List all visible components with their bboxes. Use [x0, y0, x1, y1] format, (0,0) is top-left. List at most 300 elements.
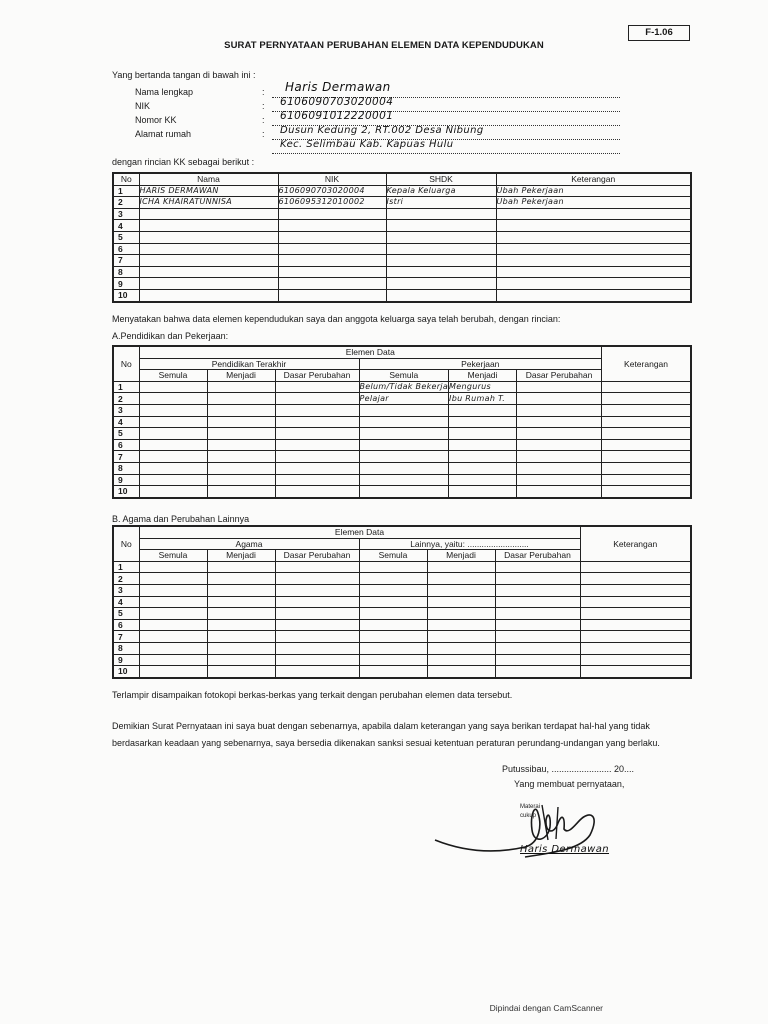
b-cell-agama-semula [139, 561, 207, 573]
a-cell-keterangan [602, 404, 691, 416]
b-cell-keterangan [580, 631, 691, 643]
a-cell-no: 1 [113, 381, 139, 393]
section-a-row [113, 451, 691, 463]
b-cell-agama-menjadi [207, 666, 275, 678]
kk-cell-nama [139, 255, 278, 267]
demikian-line-1: Demikian Surat Pernyataan ini saya buat dengan sebenarnya, apabila dalam keterangan yang saya berikan terdapat hal-hal yang tidak [112, 721, 650, 731]
a-sub-menjadi-1: Menjadi [207, 370, 275, 382]
a-cell-pend-dasar [275, 474, 359, 486]
a-cell-pek-semula [359, 474, 449, 486]
kk-table-row [113, 266, 691, 278]
a-cell-pek-semula: Belum/Tidak Bekerja [359, 382, 449, 392]
materai-line-2: cukup [520, 813, 537, 819]
a-cell-pend-dasar [275, 404, 359, 416]
b-cell-agama-dasar [275, 642, 359, 654]
kk-cell-nik [278, 255, 386, 267]
b-cell-lain-menjadi [427, 642, 495, 654]
kk-cell-nik [278, 208, 386, 220]
a-cell-pek-semula [359, 486, 449, 498]
a-cell-pend-dasar [275, 416, 359, 428]
b-cell-agama-menjadi [207, 573, 275, 585]
b-cell-agama-dasar [275, 654, 359, 666]
kk-cell-keterangan [496, 208, 691, 220]
kk-cell-shdk [386, 289, 496, 301]
a-cell-pek-menjadi: Mengurus [449, 381, 517, 393]
kk-table-row [113, 255, 691, 267]
b-cell-lain-menjadi [427, 619, 495, 631]
b-cell-lain-semula [359, 584, 427, 596]
nama-value: Haris Dermawan [285, 80, 391, 94]
alamat-value-2: Kec. Selimbau Kab. Kapuas Hulu [280, 139, 454, 150]
b-cell-no: 6 [113, 619, 139, 631]
kk-cell-no: 10 [113, 289, 139, 301]
kk-table-row [113, 185, 691, 197]
kk-cell-shdk: Kepala Keluarga [386, 185, 496, 197]
a-cell-keterangan [602, 486, 691, 498]
a-cell-pek-semula: Pelajar [359, 393, 449, 405]
section-b-table [112, 525, 692, 679]
b-cell-agama-dasar [275, 561, 359, 573]
kk-cell-nik [278, 231, 386, 243]
kk-cell-nik [278, 289, 386, 301]
kk-cell-keterangan [496, 231, 691, 243]
b-cell-agama-menjadi [207, 584, 275, 596]
b-cell-lain-dasar [495, 584, 580, 596]
a-cell-no: 4 [113, 416, 139, 428]
b-cell-lain-menjadi [427, 596, 495, 608]
section-b-row [113, 642, 691, 654]
b-sub-semula-2: Semula [359, 550, 427, 562]
section-b-row [113, 608, 691, 620]
kk-cell-keterangan: Ubah Pekerjaan [496, 185, 691, 197]
a-cell-pek-menjadi: Ibu Rumah T. [449, 393, 517, 405]
kk-cell-shdk [386, 266, 496, 278]
a-cell-pend-dasar [275, 439, 359, 451]
b-cell-lain-dasar [495, 573, 580, 585]
kk-label: Nomor KK [135, 115, 177, 125]
b-cell-no: 3 [113, 584, 139, 596]
b-cell-keterangan [580, 573, 691, 585]
a-cell-pek-menjadi [449, 404, 517, 416]
kk-table-row [113, 220, 691, 232]
b-header-agama: Agama [139, 538, 359, 550]
a-sub-semula-2: Semula [359, 370, 449, 382]
b-cell-lain-dasar [495, 561, 580, 573]
kk-cell-nama [139, 266, 278, 278]
kk-cell-no: 2 [113, 197, 139, 209]
form-code: F-1.06 [628, 25, 690, 41]
alamat-label: Alamat rumah [135, 129, 192, 139]
b-cell-lain-menjadi [427, 561, 495, 573]
a-cell-pek-menjadi [449, 439, 517, 451]
kk-table-row [113, 231, 691, 243]
b-cell-lain-semula [359, 596, 427, 608]
a-cell-no: 6 [113, 439, 139, 451]
section-a-row [113, 462, 691, 474]
a-cell-keterangan [602, 416, 691, 428]
a-sub-dasar-2: Dasar Perubahan [517, 370, 602, 382]
a-header-pekerjaan: Pekerjaan [359, 358, 602, 370]
kk-table [112, 172, 692, 303]
a-cell-pend-menjadi [207, 393, 275, 405]
b-cell-agama-dasar [275, 666, 359, 678]
b-cell-agama-menjadi [207, 596, 275, 608]
a-cell-pend-semula [139, 428, 207, 440]
a-cell-keterangan [602, 474, 691, 486]
b-cell-keterangan [580, 608, 691, 620]
b-cell-agama-dasar [275, 631, 359, 643]
b-cell-agama-semula [139, 608, 207, 620]
a-cell-pend-menjadi [207, 428, 275, 440]
a-cell-pek-semula [359, 416, 449, 428]
b-cell-agama-menjadi [207, 654, 275, 666]
a-cell-pend-semula [139, 474, 207, 486]
a-cell-keterangan [602, 393, 691, 405]
a-cell-pend-menjadi [207, 451, 275, 463]
a-cell-no: 9 [113, 474, 139, 486]
signer-name: Haris Dermawan [520, 844, 610, 855]
kk-cell-shdk [386, 278, 496, 290]
a-cell-no: 10 [113, 486, 139, 498]
kk-cell-no: 1 [113, 185, 139, 197]
b-sub-menjadi-1: Menjadi [207, 550, 275, 562]
b-cell-lain-dasar [495, 596, 580, 608]
section-b-row [113, 584, 691, 596]
materai-line-1: Materai [520, 804, 541, 810]
b-cell-lain-dasar [495, 631, 580, 643]
b-cell-keterangan [580, 654, 691, 666]
b-cell-no: 9 [113, 654, 139, 666]
b-cell-agama-menjadi [207, 561, 275, 573]
kk-cell-nama [139, 220, 278, 232]
a-cell-pend-dasar [275, 381, 359, 393]
b-cell-keterangan [580, 584, 691, 596]
kk-cell-nama [139, 278, 278, 290]
a-header-elemen: Elemen Data [139, 346, 602, 358]
kk-cell-nama [139, 289, 278, 301]
menyatakan-text: Menyatakan bahwa data elemen kependudukan saya dan anggota keluarga saya telah berubah, dengan rincian: [112, 314, 561, 324]
kk-cell-keterangan: Ubah Pekerjaan [496, 197, 691, 209]
a-cell-pek-semula [359, 462, 449, 474]
kk-header-no: No [113, 173, 139, 185]
yang-membuat: Yang membuat pernyataan, [514, 779, 625, 789]
kk-cell-no: 5 [113, 231, 139, 243]
a-cell-pek-dasar [517, 439, 602, 451]
a-cell-pek-dasar [517, 381, 602, 393]
b-cell-agama-semula [139, 596, 207, 608]
b-cell-agama-dasar [275, 619, 359, 631]
kk-table-row [113, 278, 691, 290]
kk-cell-nama [139, 243, 278, 255]
b-cell-lain-semula [359, 642, 427, 654]
a-cell-pek-dasar [517, 486, 602, 498]
kk-cell-no: 8 [113, 266, 139, 278]
b-cell-lain-menjadi [427, 608, 495, 620]
a-cell-pek-dasar [517, 462, 602, 474]
kk-table-row [113, 208, 691, 220]
a-cell-pek-menjadi [449, 451, 517, 463]
kk-header-keterangan: Keterangan [496, 173, 691, 185]
a-cell-no: 5 [113, 428, 139, 440]
kk-cell-no: 7 [113, 255, 139, 267]
kk-cell-keterangan [496, 220, 691, 232]
b-cell-agama-menjadi [207, 642, 275, 654]
a-header-no: No [113, 346, 139, 381]
alamat-dotline-2 [272, 153, 620, 154]
kk-cell-no: 6 [113, 243, 139, 255]
alamat-colon: : [262, 129, 265, 139]
b-cell-agama-dasar [275, 573, 359, 585]
a-cell-pend-dasar [275, 462, 359, 474]
a-cell-pek-menjadi [449, 462, 517, 474]
a-cell-pend-semula [139, 439, 207, 451]
a-cell-pek-menjadi [449, 416, 517, 428]
b-cell-lain-dasar [495, 619, 580, 631]
b-cell-keterangan [580, 666, 691, 678]
b-cell-lain-dasar [495, 654, 580, 666]
section-a-row [113, 393, 691, 405]
place-date: Putussibau, ........................ 20.... [502, 764, 635, 774]
b-cell-agama-semula [139, 642, 207, 654]
kk-cell-no: 3 [113, 208, 139, 220]
a-cell-pend-menjadi [207, 474, 275, 486]
b-cell-agama-semula [139, 654, 207, 666]
kk-cell-nik [278, 243, 386, 255]
b-cell-lain-menjadi [427, 631, 495, 643]
kk-cell-shdk: Istri [386, 197, 496, 209]
section-a-table [112, 345, 692, 499]
b-cell-agama-semula [139, 573, 207, 585]
section-a-title: A.Pendidikan dan Pekerjaan: [112, 331, 229, 341]
section-a-row [113, 404, 691, 416]
kk-cell-keterangan [496, 243, 691, 255]
a-cell-pend-menjadi [207, 416, 275, 428]
b-cell-agama-dasar [275, 596, 359, 608]
kk-cell-shdk [386, 231, 496, 243]
kk-cell-nik [278, 220, 386, 232]
a-cell-pek-dasar [517, 428, 602, 440]
b-cell-agama-semula [139, 584, 207, 596]
b-cell-no: 1 [113, 561, 139, 573]
a-cell-pend-semula [139, 451, 207, 463]
kk-table-row [113, 197, 691, 209]
a-cell-pek-menjadi [449, 428, 517, 440]
kk-cell-nik: 6106090703020004 [278, 185, 386, 197]
a-cell-pek-dasar [517, 404, 602, 416]
section-a-row [113, 439, 691, 451]
a-cell-no: 7 [113, 451, 139, 463]
kk-cell-no: 9 [113, 278, 139, 290]
b-cell-lain-semula [359, 666, 427, 678]
b-cell-no: 5 [113, 608, 139, 620]
b-sub-menjadi-2: Menjadi [427, 550, 495, 562]
kk-header-shdk: SHDK [386, 173, 496, 185]
b-cell-agama-semula [139, 619, 207, 631]
demikian-line-2: berdasarkan keadaan yang sebenarnya, saya bersedia dikenakan sanksi sesuai ketentuan peraturan perundang-undangan yang berlaku. [112, 738, 660, 748]
a-cell-no: 8 [113, 462, 139, 474]
a-cell-pek-menjadi [449, 474, 517, 486]
section-a-row [113, 486, 691, 498]
b-cell-keterangan [580, 596, 691, 608]
b-cell-lain-semula [359, 608, 427, 620]
a-cell-pek-menjadi [449, 486, 517, 498]
b-sub-semula-1: Semula [139, 550, 207, 562]
b-cell-lain-semula [359, 631, 427, 643]
b-cell-agama-menjadi [207, 619, 275, 631]
a-cell-keterangan [602, 462, 691, 474]
section-b-title: B. Agama dan Perubahan Lainnya [112, 514, 250, 524]
kk-cell-nik [278, 266, 386, 278]
a-cell-pend-dasar [275, 486, 359, 498]
a-cell-pend-semula [139, 486, 207, 498]
a-header-keterangan: Keterangan [602, 346, 691, 381]
nik-value: 6106090703020004 [280, 96, 394, 108]
section-b-row [113, 596, 691, 608]
a-cell-pend-dasar [275, 451, 359, 463]
section-b-row [113, 666, 691, 678]
kk-header-nik: NIK [278, 173, 386, 185]
kk-cell-keterangan [496, 278, 691, 290]
kk-colon: : [262, 115, 265, 125]
b-cell-agama-menjadi [207, 608, 275, 620]
section-b-row [113, 573, 691, 585]
b-cell-keterangan [580, 642, 691, 654]
kk-cell-nama [139, 208, 278, 220]
a-cell-pend-semula [139, 416, 207, 428]
b-cell-lain-menjadi [427, 573, 495, 585]
a-cell-pend-semula [139, 393, 207, 405]
section-b-row [113, 631, 691, 643]
b-sub-dasar-2: Dasar Perubahan [495, 550, 580, 562]
b-cell-agama-dasar [275, 608, 359, 620]
kk-header-nama: Nama [139, 173, 278, 185]
section-a-row [113, 474, 691, 486]
a-cell-pek-semula [359, 404, 449, 416]
b-cell-lain-menjadi [427, 666, 495, 678]
a-cell-pend-semula [139, 381, 207, 393]
kk-cell-keterangan [496, 255, 691, 267]
a-sub-semula-1: Semula [139, 370, 207, 382]
intro-text: Yang bertanda tangan di bawah ini : [112, 70, 256, 80]
b-cell-lain-menjadi [427, 584, 495, 596]
b-cell-no: 4 [113, 596, 139, 608]
a-cell-pek-dasar [517, 451, 602, 463]
a-cell-keterangan [602, 451, 691, 463]
nik-colon: : [262, 101, 265, 111]
a-header-pendidikan: Pendidikan Terakhir [139, 358, 359, 370]
kk-cell-nik [278, 278, 386, 290]
b-cell-lain-semula [359, 619, 427, 631]
b-cell-lain-dasar [495, 666, 580, 678]
a-cell-pek-semula [359, 451, 449, 463]
a-cell-pend-dasar [275, 428, 359, 440]
b-cell-no: 10 [113, 666, 139, 678]
b-header-elemen: Elemen Data [139, 526, 580, 538]
kk-cell-keterangan [496, 289, 691, 301]
a-cell-pend-menjadi [207, 404, 275, 416]
a-sub-dasar-1: Dasar Perubahan [275, 370, 359, 382]
b-cell-lain-menjadi [427, 654, 495, 666]
a-cell-pend-menjadi [207, 381, 275, 393]
b-cell-no: 2 [113, 573, 139, 585]
section-b-row [113, 561, 691, 573]
nik-label: NIK [135, 101, 151, 111]
b-header-keterangan: Keterangan [580, 526, 691, 561]
b-header-lainnya: Lainnya, yaitu: .......................... [359, 538, 580, 550]
b-cell-lain-dasar [495, 642, 580, 654]
section-b-row [113, 619, 691, 631]
kk-table-row [113, 289, 691, 301]
a-cell-pek-dasar [517, 474, 602, 486]
a-cell-pend-menjadi [207, 439, 275, 451]
b-cell-agama-semula [139, 631, 207, 643]
b-cell-agama-dasar [275, 584, 359, 596]
b-cell-no: 7 [113, 631, 139, 643]
b-cell-agama-menjadi [207, 631, 275, 643]
footer-camscanner: Dipindai dengan CamScanner [489, 1003, 603, 1013]
kk-cell-keterangan [496, 266, 691, 278]
b-cell-lain-semula [359, 561, 427, 573]
b-cell-lain-semula [359, 573, 427, 585]
a-cell-pek-semula [359, 439, 449, 451]
section-a-row [113, 381, 691, 393]
a-cell-keterangan [602, 381, 691, 393]
kk-value: 6106091012220001 [280, 110, 394, 122]
kk-cell-nama: ICHA KHAIRATUNNISA [139, 197, 278, 209]
a-cell-pek-dasar [517, 393, 602, 405]
b-cell-keterangan [580, 619, 691, 631]
kk-cell-shdk [386, 255, 496, 267]
b-cell-keterangan [580, 561, 691, 573]
kk-cell-shdk [386, 243, 496, 255]
kk-cell-no: 4 [113, 220, 139, 232]
kk-cell-nama [139, 231, 278, 243]
a-cell-keterangan [602, 428, 691, 440]
document-title: SURAT PERNYATAAN PERUBAHAN ELEMEN DATA KEPENDUDUKAN [224, 40, 544, 51]
kk-cell-shdk [386, 220, 496, 232]
kk-cell-nama: HARIS DERMAWAN [139, 185, 278, 197]
a-cell-pend-menjadi [207, 486, 275, 498]
terlampir-text: Terlampir disampaikan fotokopi berkas-berkas yang terkait dengan perubahan elemen data tersebut. [112, 690, 513, 700]
b-cell-agama-semula [139, 666, 207, 678]
section-a-row [113, 428, 691, 440]
a-cell-pek-dasar [517, 416, 602, 428]
kk-cell-shdk [386, 208, 496, 220]
b-cell-lain-dasar [495, 608, 580, 620]
a-cell-keterangan [602, 439, 691, 451]
a-cell-no: 3 [113, 404, 139, 416]
a-sub-menjadi-2: Menjadi [449, 370, 517, 382]
section-a-row [113, 416, 691, 428]
nama-colon: : [262, 87, 265, 97]
a-cell-pend-semula [139, 462, 207, 474]
kk-cell-nik: 6106095312010002 [278, 197, 386, 209]
a-cell-pek-semula [359, 428, 449, 440]
a-cell-no: 2 [113, 393, 139, 405]
b-header-no: No [113, 526, 139, 561]
a-cell-pend-dasar [275, 393, 359, 405]
a-cell-pend-menjadi [207, 462, 275, 474]
nama-label: Nama lengkap [135, 87, 194, 97]
rincian-kk-label: dengan rincian KK sebagai berikut : [112, 157, 255, 167]
kk-table-row [113, 243, 691, 255]
section-b-row [113, 654, 691, 666]
a-cell-pend-semula [139, 404, 207, 416]
b-sub-dasar-1: Dasar Perubahan [275, 550, 359, 562]
alamat-value-1: Dusun Kedung 2, RT.002 Desa Nibung [280, 125, 484, 136]
b-cell-no: 8 [113, 642, 139, 654]
b-cell-lain-semula [359, 654, 427, 666]
